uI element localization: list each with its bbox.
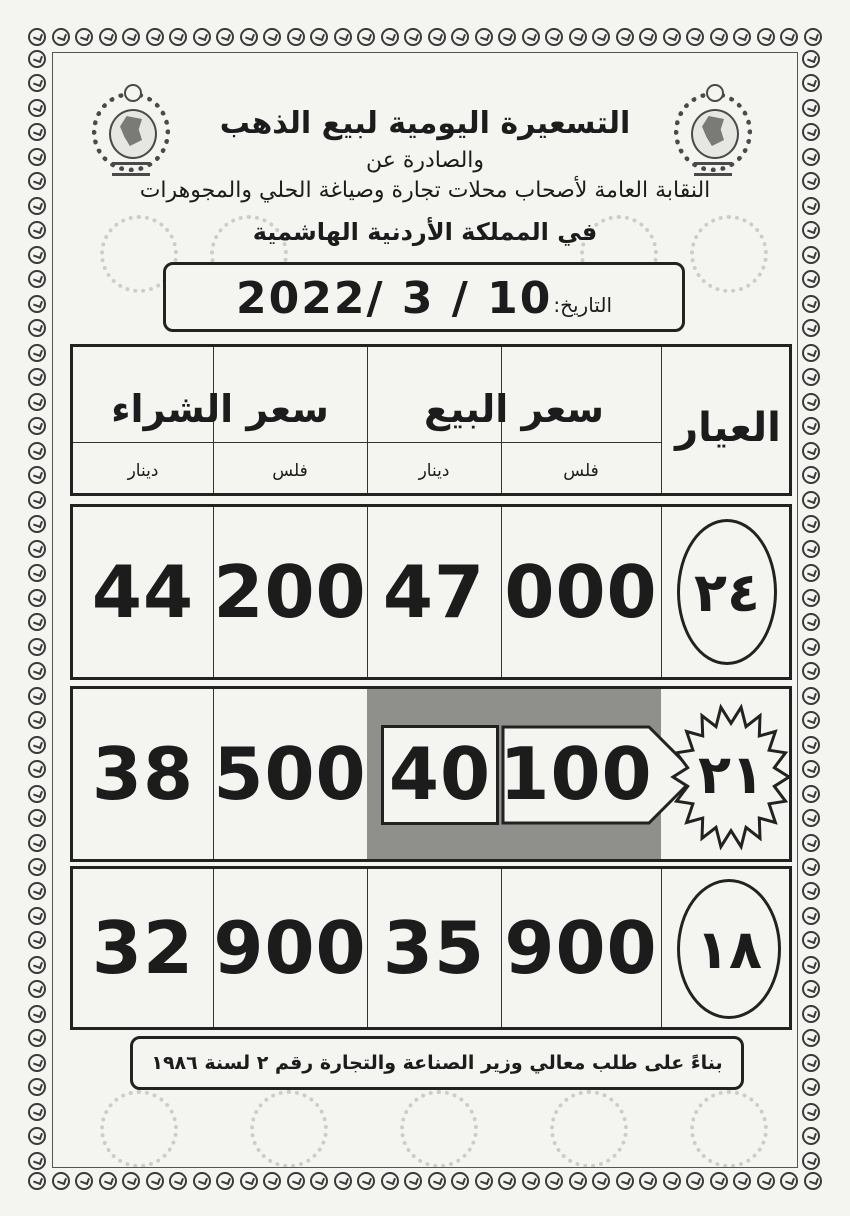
chain-ring-icon [498,28,516,46]
chain-ring-icon [616,28,634,46]
chain-ring-icon [802,466,820,484]
chain-ring-icon [802,589,820,607]
chain-ring-icon [802,442,820,460]
chain-ring-icon [28,736,46,754]
chain-ring-icon [28,295,46,313]
chain-ring-icon [28,417,46,435]
chain-ring-icon [28,589,46,607]
chain-ring-icon [28,50,46,68]
chain-ring-icon [802,1054,820,1072]
chain-ring-icon [802,809,820,827]
chain-ring-icon [802,760,820,778]
chain-ring-icon [28,1127,46,1145]
chain-ring-icon [334,28,352,46]
chain-ring-icon [28,564,46,582]
chain-ring-icon [802,172,820,190]
chain-ring-icon [122,28,140,46]
chain-ring-icon [28,785,46,803]
chain-ring-icon [451,28,469,46]
buy-dinar-value: 44 [91,550,195,634]
chain-ring-icon [802,148,820,166]
chain-ring-icon [28,442,46,460]
karat-header: العيار [675,405,781,451]
chain-ring-icon [475,28,493,46]
buy-dinar-value: 38 [91,732,195,816]
chain-ring-icon [216,28,234,46]
chain-ring-icon [498,1172,516,1190]
chain-ring-icon [592,1172,610,1190]
chain-ring-icon [28,368,46,386]
chain-ring-icon [99,28,117,46]
chain-ring-icon [802,319,820,337]
chain-ring-icon [146,1172,164,1190]
chain-ring-icon [802,736,820,754]
chain-ring-icon [802,246,820,264]
table-row [70,866,792,1030]
chain-ring-icon [28,221,46,239]
chain-ring-icon [804,28,822,46]
chain-ring-icon [28,344,46,362]
karat-badge: ٢١ [698,742,764,806]
chain-ring-icon [52,28,70,46]
chain-ring-icon [28,123,46,141]
chain-ring-icon [780,1172,798,1190]
chain-ring-icon [802,295,820,313]
chain-ring-icon [357,1172,375,1190]
chain-ring-icon [802,564,820,582]
chain-ring-icon [802,123,820,141]
chain-ring-icon [802,221,820,239]
chain-ring-icon [802,1005,820,1023]
chain-ring-icon [193,1172,211,1190]
chain-ring-icon [28,980,46,998]
chain-ring-icon [802,613,820,631]
chain-ring-icon [28,246,46,264]
chain-ring-icon [802,1103,820,1121]
page-title: التسعيرة اليومية لبيع الذهب [219,106,631,141]
chain-ring-icon [28,638,46,656]
chain-ring-icon [28,491,46,509]
chain-ring-icon [663,1172,681,1190]
chain-ring-icon [592,28,610,46]
chain-ring-icon [802,858,820,876]
chain-ring-icon [28,28,46,46]
chain-ring-icon [52,1172,70,1190]
chain-ring-icon [28,270,46,288]
chain-ring-icon [310,28,328,46]
date-box [163,262,685,332]
chain-ring-icon [28,907,46,925]
chain-ring-icon [802,344,820,362]
issued-by-line: والصادرة عن [365,148,485,173]
chain-ring-icon [287,1172,305,1190]
chain-ring-icon [802,417,820,435]
chain-ring-icon [802,393,820,411]
chain-ring-icon [802,74,820,92]
chain-ring-icon [802,882,820,900]
chain-ring-icon [710,28,728,46]
chain-ring-icon [263,1172,281,1190]
karat-badge: ٢٤ [677,519,777,665]
chain-ring-icon [757,1172,775,1190]
chain-ring-icon [639,1172,657,1190]
chain-ring-icon [28,834,46,852]
kingdom-name: في المملكة الأردنية الهاشمية [252,218,598,246]
chain-ring-icon [263,28,281,46]
chain-ring-icon [334,1172,352,1190]
chain-ring-icon [451,1172,469,1190]
chain-ring-icon [75,28,93,46]
sell-dinar-header: دينار [418,461,450,481]
chain-ring-icon [28,148,46,166]
chain-ring-icon [802,834,820,852]
chain-ring-icon [802,1152,820,1170]
chain-ring-icon [381,28,399,46]
chain-ring-icon [28,99,46,117]
chain-ring-icon [28,1029,46,1047]
chain-ring-icon [802,197,820,215]
buy-price-header: سعر الشراء [111,387,329,431]
chain-ring-icon [28,760,46,778]
sell-fils-value: 100 [499,732,653,816]
chain-ring-icon [522,1172,540,1190]
chain-ring-icon [75,1172,93,1190]
chain-ring-icon [802,956,820,974]
chain-ring-icon [686,1172,704,1190]
chain-ring-icon [710,1172,728,1190]
chain-ring-icon [28,1103,46,1121]
table-header [70,344,792,496]
date-value: 2022/ 3 / 10 [236,273,553,324]
chain-ring-icon [28,319,46,337]
chain-ring-icon [802,980,820,998]
chain-ring-icon [287,28,305,46]
chain-ring-icon [802,491,820,509]
chain-border-top [28,28,822,48]
chain-ring-icon [663,28,681,46]
chain-ring-icon [802,1127,820,1145]
table-row [70,504,792,680]
chain-ring-icon [28,809,46,827]
chain-ring-icon [404,28,422,46]
chain-ring-icon [802,785,820,803]
chain-ring-icon [802,711,820,729]
chain-ring-icon [545,1172,563,1190]
chain-border-bottom [28,1172,822,1192]
chain-ring-icon [569,1172,587,1190]
chain-ring-icon [357,28,375,46]
chain-ring-icon [28,197,46,215]
karat-badge: ١٨ [677,879,781,1019]
chain-ring-icon [802,1029,820,1047]
chain-ring-icon [545,28,563,46]
chain-ring-icon [780,28,798,46]
chain-ring-icon [802,515,820,533]
chain-ring-icon [616,1172,634,1190]
footer-note: بناءً على طلب معالي وزير الصناعة والتجارة رقم ٢ لسنة ١٩٨٦ [130,1036,744,1090]
chain-ring-icon [193,28,211,46]
buy-dinar-header: دينار [127,461,159,481]
chain-ring-icon [28,931,46,949]
chain-ring-icon [802,907,820,925]
chain-ring-icon [802,638,820,656]
chain-ring-icon [240,28,258,46]
chain-ring-icon [146,28,164,46]
buy-fils-header: فلس [272,461,308,481]
chain-border-left [28,50,48,1170]
chain-ring-icon [733,1172,751,1190]
chain-ring-icon [522,28,540,46]
chain-ring-icon [381,1172,399,1190]
chain-ring-icon [28,540,46,558]
chain-ring-icon [28,1078,46,1096]
chain-ring-icon [802,687,820,705]
sell-dinar-value: 35 [382,906,486,990]
sell-fils-value: 000 [504,550,658,634]
chain-ring-icon [802,99,820,117]
chain-ring-icon [28,956,46,974]
chain-ring-icon [28,172,46,190]
chain-ring-icon [802,270,820,288]
sell-dinar-value: 47 [382,550,486,634]
buy-dinar-value: 32 [91,906,195,990]
chain-ring-icon [240,1172,258,1190]
buy-fils-value: 900 [213,906,367,990]
sell-fils-header: فلس [563,461,599,481]
chain-ring-icon [475,1172,493,1190]
sell-fils-value: 900 [504,906,658,990]
chain-ring-icon [733,28,751,46]
sell-price-header: سعر البيع [424,387,604,431]
chain-ring-icon [802,1078,820,1096]
chain-ring-icon [804,1172,822,1190]
date-label: التاريخ: [553,293,612,317]
chain-ring-icon [569,28,587,46]
chain-ring-icon [428,1172,446,1190]
chain-ring-icon [639,28,657,46]
syndicate-name: النقابة العامة لأصحاب محلات تجارة وصياغة الحلي والمجوهرات [139,178,711,203]
chain-ring-icon [28,1054,46,1072]
chain-ring-icon [757,28,775,46]
chain-ring-icon [99,1172,117,1190]
chain-ring-icon [28,711,46,729]
chain-border-right [802,50,822,1170]
chain-ring-icon [28,858,46,876]
chain-ring-icon [802,931,820,949]
chain-ring-icon [28,393,46,411]
chain-ring-icon [802,50,820,68]
chain-ring-icon [216,1172,234,1190]
chain-ring-icon [802,368,820,386]
chain-ring-icon [28,1152,46,1170]
chain-ring-icon [428,28,446,46]
chain-ring-icon [802,540,820,558]
chain-ring-icon [28,515,46,533]
chain-ring-icon [169,28,187,46]
chain-ring-icon [404,1172,422,1190]
buy-fils-value: 200 [213,550,367,634]
chain-ring-icon [28,613,46,631]
chain-ring-icon [686,28,704,46]
sell-dinar-value: 40 [388,732,492,816]
chain-ring-icon [28,1172,46,1190]
chain-ring-icon [28,1005,46,1023]
table-row [70,686,792,862]
chain-ring-icon [122,1172,140,1190]
chain-ring-icon [28,466,46,484]
chain-ring-icon [169,1172,187,1190]
chain-ring-icon [28,882,46,900]
chain-ring-icon [28,687,46,705]
chain-ring-icon [802,662,820,680]
chain-ring-icon [28,74,46,92]
chain-ring-icon [310,1172,328,1190]
buy-fils-value: 500 [213,732,367,816]
chain-ring-icon [28,662,46,680]
